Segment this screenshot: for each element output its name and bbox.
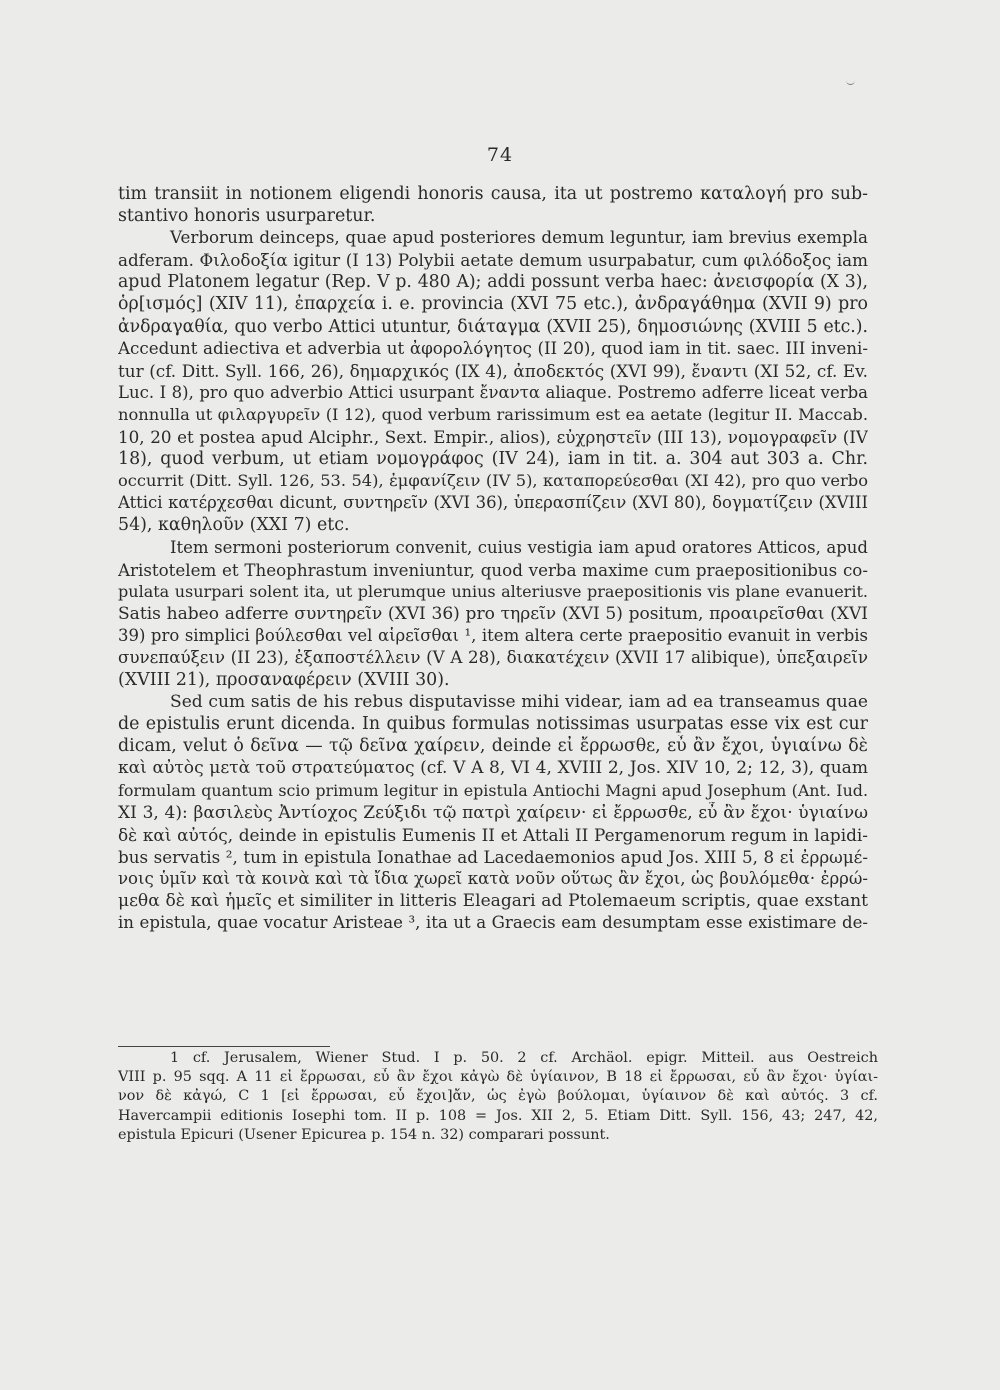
text-line: 18), quod verbum, ut etiam νομογράφος (IV 24), iam in tit. a. 304 aut 303 a. Chr. [118,449,868,470]
text-line: formulam quantum scio primum legitur in epistula Antiochi Magni apud Josephum (Ant. Iud. [118,780,868,800]
text-line: Aristotelem et Theophrastum inveniuntur, quod verba maxime cum praepositionibus co- [118,559,868,580]
text-line: apud Platonem legatur (Rep. V p. 480 A); addi possunt verba haec: ἀνεισφορία (X 3), [118,272,868,293]
text-line: dicam, velut ὁ δεῖνα — τῷ δεῖνα χαίρειν, deinde εἰ ἔρρωσθε, εὖ ἂν ἔχοι, ὑγιαίνω δὲ [118,736,868,757]
text-line: tur (cf. Ditt. Syll. 166, 26), δημαρχικός (IX 4), ἀποδεκτός (XVI 99), ἔναντι (XI 52, cf. Ev. [118,360,868,381]
text-line: Item sermoni posteriorum convenit, cuius vestigia iam apud oratores Atticos, apud [170,537,868,557]
text-line: 10, 20 et postea apud Alciphr., Sext. Empir., alios), εὐχρηστεῖν (III 13), νομογραφεῖν (IV [118,427,868,448]
text-line: in epistula, quae vocatur Aristeae ³, ita ut a Graecis eam desumptam esse existimare de- [118,913,868,933]
text-line: XI 3, 4): βασιλεὺς Ἀντίοχος Ζεύξιδι τῷ πατρὶ χαίρειν· εἰ ἔρρωσθε, εὖ ἂν ἔχοι· ὑγιαίνω [118,802,868,823]
text-line: 39) pro simplici βούλεσθαι vel αἱρεῖσθαι ¹, item altera certe praepositio evanuit in verbis [118,625,868,645]
text-line: Luc. I 8), pro quo adverbio Attici usurpant ἔναντα aliaque. Postremo adferre liceat verba [118,382,868,402]
text-line: Verborum deinceps, quae apud posteriores demum leguntur, iam brevius exempla [170,228,868,248]
text-line: adferam. Φιλοδοξία igitur (I 13) Polybii aetate demum usurpabatur, cum φιλόδοξος iam [118,250,868,271]
text-line: 54), καθηλοῦν (XXI 7) etc. [118,515,350,536]
footnote-line: Havercampii editionis Iosephi tom. II p. 108 = Jos. XII 2, 5. Etiam Ditt. Syll. 156, 43; 247, 42, [118,1107,878,1124]
footnote-rule [118,1046,330,1047]
text-line: καὶ αὐτὸς μετὰ τοῦ στρατεύματος (cf. V A 8, VI 4, XVIII 2, Jos. XIV 10, 2; 12, 3), quam [118,758,868,779]
text-line: συνεπαύξειν (II 23), ἐξαποστέλλειν (V A 28), διακατέχειν (XVII 17 alibique), ὑπεξαιρεῖν [118,647,868,667]
text-line: δὲ καὶ αὐτός, deinde in epistulis Eumenis II et Attali II Pergamenorum regum in lapidi- [118,824,868,845]
corner-mark [846,78,855,85]
text-line: μεθα δὲ καὶ ἡμεῖς et similiter in litteris Eleagari ad Ptolemaeum scriptis, quae exstant [118,891,868,911]
text-line: stantivo honoris usurparetur. [118,206,376,227]
text-line: Attici κατέρχεσθαι dicunt, συντηρεῖν (XVI 36), ὑπερασπίζειν (XVI 80), δογματίζειν (XVIII [118,493,868,513]
footnote-line: epistula Epicuri (Usener Epicurea p. 154 n. 32) comparari possunt. [118,1126,610,1143]
text-line: de epistulis erunt dicenda. In quibus formulas notissimas usurpatas esse vix est cur [118,714,868,735]
main-text [118,183,868,934]
footnote-line: 1 cf. Jerusalem, Wiener Stud. I p. 50. 2 cf. Archäol. epigr. Mitteil. aus Oestreich [170,1050,878,1066]
text-line: nonnulla ut φιλαργυρεῖν (I 12), quod verbum rarissimum est ea aetate (legitur II. Maccab. [118,404,868,424]
footnotes [118,1049,878,1145]
text-line: occurrit (Ditt. Syll. 126, 53. 54), ἐμφανίζειν (IV 5), καταπορεύεσθαι (XI 42), pro quo verbo [118,471,868,491]
text-line: ὁρ[ισμός] (XIV 11), ἐπαρχεία i. e. provincia (XVI 75 etc.), ἀνδραγάθημα (XVII 9) pro [118,294,868,315]
text-line: (XVIII 21), προσαναφέρειν (XVIII 30). [118,670,450,691]
text-line: νοις ὑμῖν καὶ τὰ κοινὰ καὶ τὰ ἴδια χωρεῖ κατὰ νοῦν οὕτως ἂν ἔχοι, ὡς βουλόμεθα· ἐρρώ- [118,868,868,888]
text-line: bus servatis ², tum in epistula Ionathae ad Lacedaemonios apud Jos. XIII 5, 8 εἰ ἐρρωμέ- [118,846,868,867]
page-number: 74 [486,144,514,166]
footnote-line: VIII p. 95 sqq. A 11 εἰ ἔρρωσαι, εὖ ἂν ἔχοι κἀγὼ δὲ ὑγίαινον, B 18 εἰ ἔρρωσαι, εὖ ἂν ἔχοι· ὑγίαι- [118,1069,878,1086]
text-line: tim transiit in notionem eligendi honoris causa, ita ut postremo καταλογή pro sub- [118,184,868,204]
text-line: Sed cum satis de his rebus disputavisse mihi videar, iam ad ea transeamus quae [170,692,868,713]
footnote-line: νον δὲ κἀγώ, C 1 [εἰ ἔρρωσαι, εὖ ἔχοι]ἄν, ὡς ἐγὼ βούλομαι, ὑγίαινον δὲ καὶ αὐτός. 3 cf. [118,1088,878,1105]
text-line: Accedunt adiectiva et adverbia ut ἀφορολόγητος (II 20), quod iam in tit. saec. III inveni- [118,338,868,358]
text-line: ἀνδραγαθία, quo verbo Attici utuntur, διάταγμα (XVII 25), δημοσιώνης (XVIII 5 etc.). [118,316,868,337]
text-line: Satis habeo adferre συντηρεῖν (XVI 36) pro τηρεῖν (XVI 5) positum, προαιρεῖσθαι (XVI [118,603,868,624]
text-line: pulata usurpari solent ita, ut plerumque unius alteriusve praepositionis vis plane evanuerit. [118,581,868,601]
